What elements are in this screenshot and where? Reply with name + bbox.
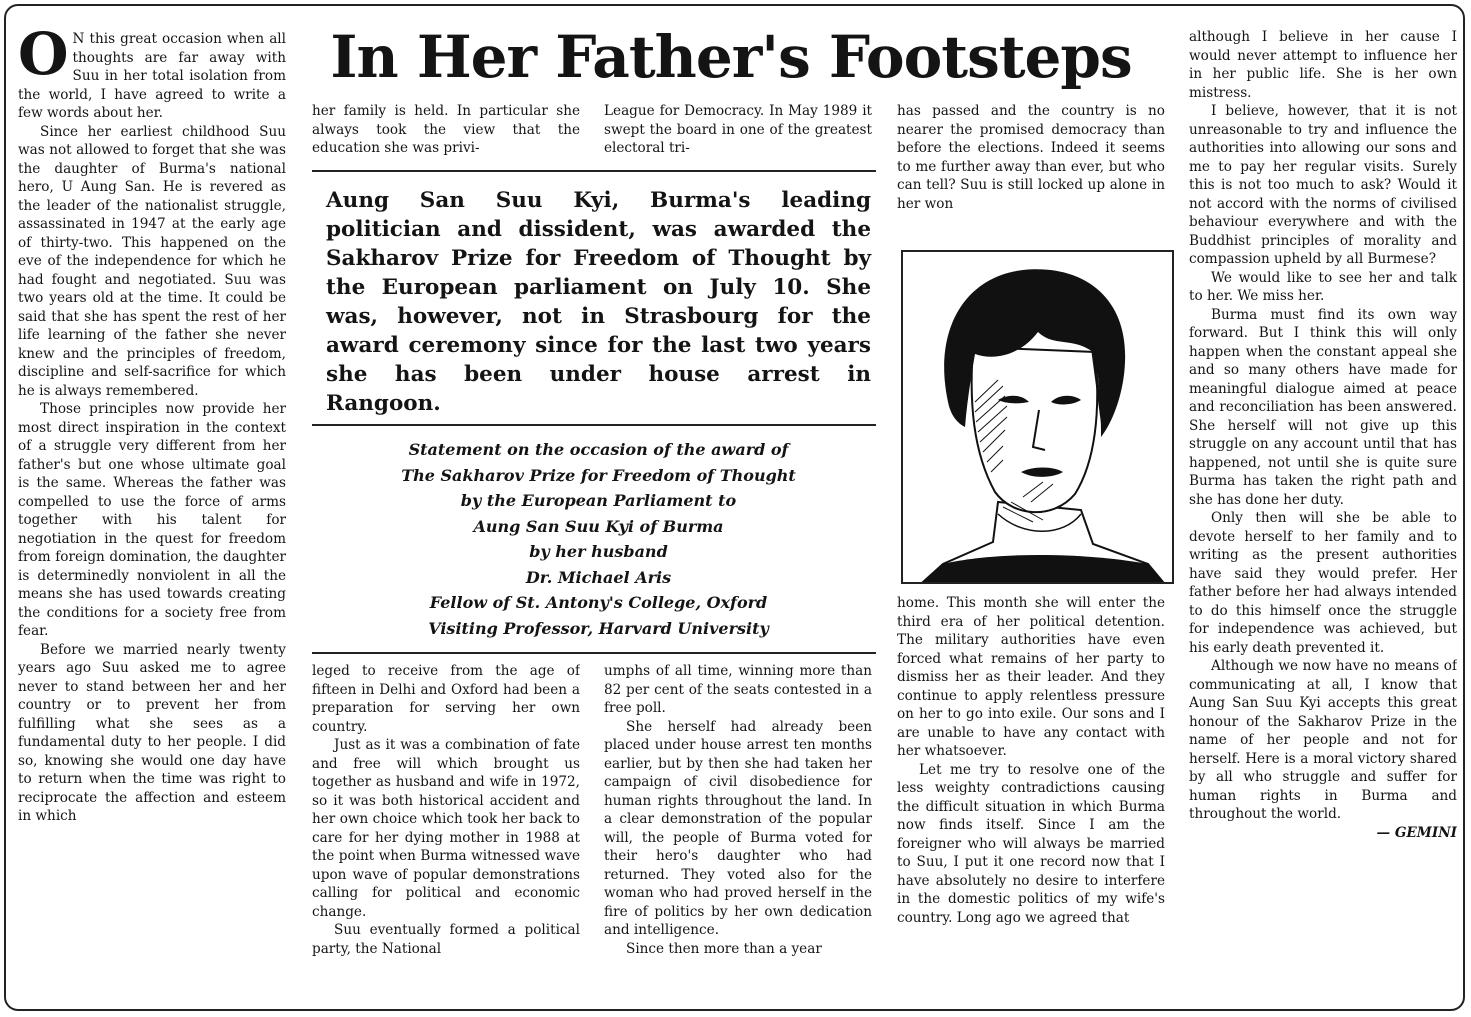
portrait-drawing [903,252,1172,582]
statement-bottom-rule [312,652,876,654]
article-page [4,4,1465,1011]
opening-paragraph [18,30,286,123]
headline: In Her Father's Footsteps [330,23,1132,91]
column-2-bottom [312,662,580,1008]
statement-line: by the European Parliament to [460,491,737,510]
statement-block [326,437,871,641]
column-4-bottom [897,594,1165,1008]
statement-line: by her husband [529,542,668,561]
paragraph: umphs of all time, winning more than 82 per cent of the seats contested in a free poll. [604,663,872,716]
paragraph: Those principles now provide her most direct inspiration in the context of a struggle very different from her father's but one whose ultimate goal is the same. Whereas the father was compelled to use the force of arms together with his talent for negotiation in the quest for freedom from foreign domination, the daughter is determinedly nonviolent in all the means she has used towards creating the conditions for a society free from fear. [18,401,286,639]
column-3-top [604,102,872,162]
statement-line: Aung San Suu Kyi of Burma [473,516,724,536]
paragraph: home. This month she will enter the third era of her political detention. The military authorities have even forced what remains of her party to dismiss her as their leader. And they continue to apply relentless pressure on her to go into exile. Our sons and I are unable to have any contact with her whatsoever. [897,595,1165,759]
paragraph: Only then will she be able to devote herself to her family and to writing as the present authorities have said they would prefer. Her father before her had always intended to do this himself once the struggle for independence was achieved, but his early death prevented it. [1189,510,1457,656]
statement-line: The Sakharov Prize for Freedom of Thought [401,465,796,485]
paragraph: She herself had already been placed under house arrest ten months earlier, but by then she had taken her campaign of civil disobedience for human rights throughout the land. In a clear demonstration of the popular will, the people of Burma voted for their hero's daughter who had returned. They voted also for the woman who had proved herself in the fire of politics by her own dedication and intelligence. [604,718,872,938]
lede-paragraph: Aung San Suu Kyi, Burma's leading politician and dissident, was awarded the Sakharov Prize for Freedom of Thought by the European parliament on July 10. She was, however, not in Strasbourg for the award ceremony since for the last two years she has been under house arrest in Rangoon. [326,188,871,416]
lede-bottom-rule [312,424,876,426]
paragraph: has passed and the country is no nearer the promised democracy than before the elections. Indeed it seems to me further away than ever, but who can tell? Suu is still locked up alone in her won [897,103,1165,212]
column-2-top [312,102,580,162]
column-5 [1189,28,1457,1008]
paragraph: although I believe in her cause I would never attempt to influence her in her public life. She is her own mistress. [1189,29,1457,101]
paragraph: Burma must find its own way forward. But I think this will only happen when the constant appeal she and so many others have made for meaningful dialogue aimed at peace and reconciliation has been answered. She herself will not give up this struggle on any account until that has happened, not until she is quite sure Burma has taken the right path and she has done her duty. [1189,306,1457,508]
paragraph: leged to receive from the age of fifteen in Delhi and Oxford had been a preparation for serving her own country. [312,663,580,735]
statement-line: Dr. Michael Aris [525,567,672,587]
lede-top-rule [312,170,876,172]
paragraph: We would like to see her and talk to her. We miss her. [1189,269,1457,304]
paragraph: Before we married nearly twenty years ago Suu asked me to agree never to stand between her and her country or to prevent her from fulfilling what she sees as a fundamental duty to her people. I did so, knowing she would one day have to return when the time was right to reciprocate the affection and esteem in which [18,641,286,824]
drop-cap: O [18,30,69,88]
statement-line: Visiting Professor, Harvard University [428,618,769,638]
paragraph: her family is held. In particular she always took the view that the education she was privi- [312,103,580,156]
paragraph: Suu eventually formed a political party, the National [312,922,580,957]
column-4-top [897,102,1165,242]
paragraph: Since then more than a year [626,940,822,957]
paragraph: Although we now have no means of communicating at all, I know that Aung San Suu Kyi accepts this great honour of the Sakharov Prize in the name of her people and not for herself. Here is a moral victory shared by all who struggle and suffer for human rights in Burma and throughout the world. [1189,658,1457,822]
statement-line: Statement on the occasion of the award of [408,440,789,459]
opening-text: N this great occasion when all thoughts are far away with Suu in her total isolation from the world, I have agreed to write a few words about her. [18,31,286,121]
column-3-bottom [604,662,872,1008]
portrait-illustration [901,250,1174,584]
byline-signature: — GEMINI [1376,824,1457,841]
paragraph: League for Democracy. In May 1989 it swept the board in one of the greatest electoral tri- [604,103,872,156]
paragraph: Since her earliest childhood Suu was not allowed to forget that she was the daughter of Burma's national hero, U Aung San. He is revered as the leader of the nationalist struggle, assassinated in 1947 at the early age of thirty-two. This happened on the eve of the independence for which he had fought and negotiated. Suu was two years old at the time. It could be said that she has spent the rest of her life learning of the father she never knew and the principles of freedom, discipline and self-sacrifice for which he is always remembered. [18,123,286,399]
column-1 [18,30,286,1010]
paragraph: I believe, however, that it is not unreasonable to try and influence the authorities into allowing our sons and me to pay her regular visits. Surely this is not too much to ask? Would it not accord with the norms of civilised behaviour everywhere and with the Buddhist principles of morality and compassion upheld by all Burmese? [1189,103,1457,267]
paragraph: Let me try to resolve one of the less weighty contradictions causing the difficult situation in which Burma now finds itself. Since I am the foreigner who will always be married to Suu, I put it one record now that I have absolutely no desire to interfere in the domestic politics of my wife's country. Long ago we agreed that [897,761,1165,926]
statement-line: Fellow of St. Antony's College, Oxford [429,593,768,612]
paragraph: Just as it was a combination of fate and free will which brought us together as husband and wife in 1972, so it was both historical accident and her own choice which took her back to care for her dying mother in 1988 at the point when Burma witnessed wave upon wave of popular demonstrations calling for political and economic change. [312,737,580,920]
